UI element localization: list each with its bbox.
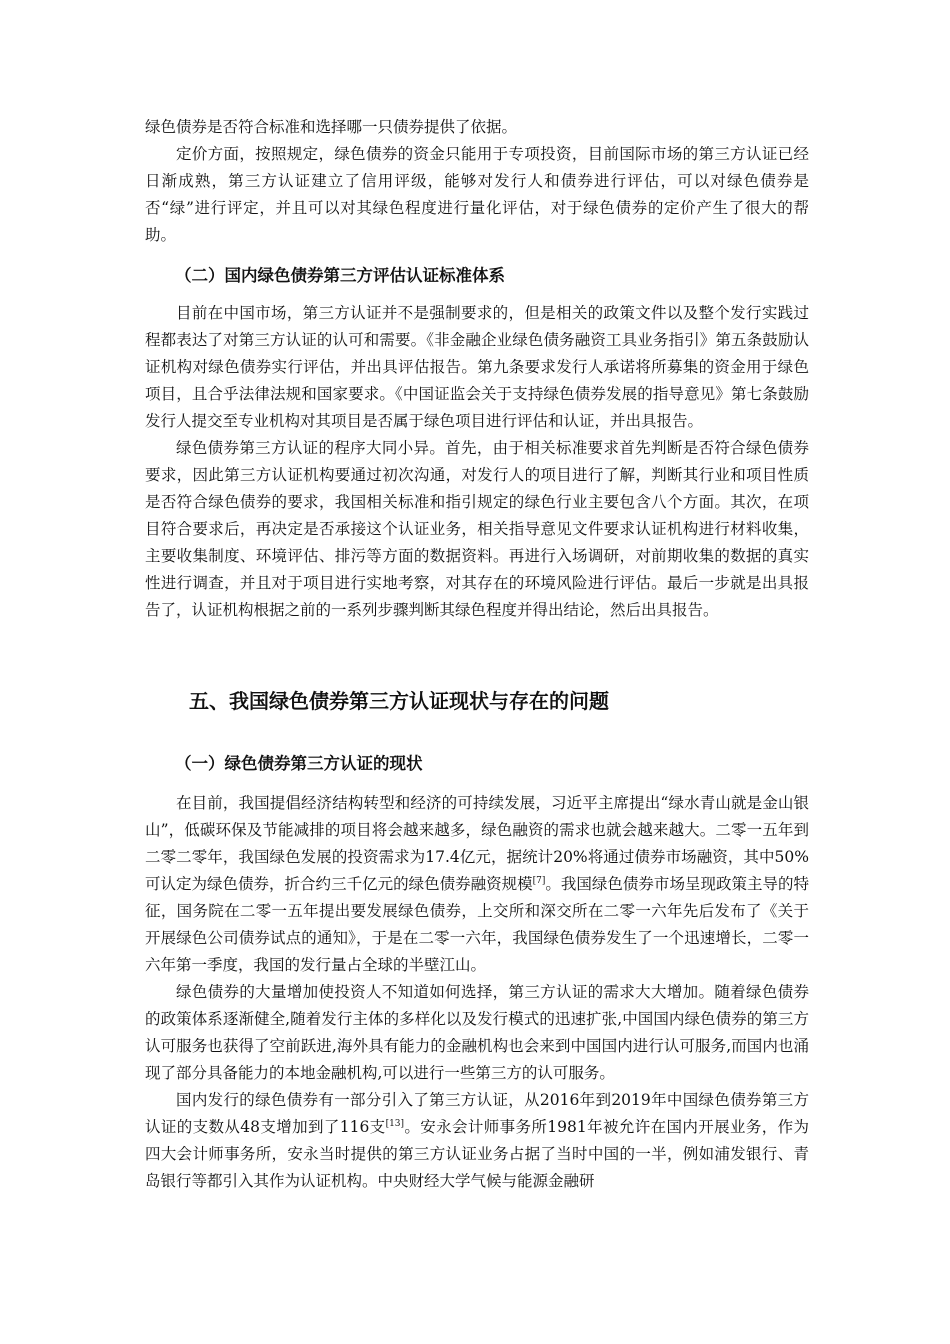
paragraph-market-demand-text-a: 在目前，我国提倡经济结构转型和经济的可持续发展，习近平主席提出“绿水青山就是金山银山”，低碳环保及节能减排的项目将会越来越多，绿色融资的需求也就会越来越大。二零一五年到二零二零年，我国绿色发展的投资需求为17.4亿元，据统计20%将通过债券市场融资，其中50%可认定为绿色债券，折合约三千亿元的绿色债券融资规模 xyxy=(145,794,809,893)
citation-ref-13: [13] xyxy=(385,1118,405,1129)
subsection-2-title-block xyxy=(145,262,809,289)
citation-ref-7: [7] xyxy=(532,875,546,886)
paragraph-certification-count-text-a: 国内发行的绿色债券有一部分引入了第三方认证，从2016年到2019年中国绿色债券第三方认证的支数从48支增加到了116支 xyxy=(145,1091,809,1136)
paragraph-policy-documents: 目前在中国市场，第三方认证并不是强制要求的，但是相关的政策文件以及整个发行实践过程都表达了对第三方认证的认可和需要。《非金融企业绿色债务融资工具业务指引》第五条鼓励认证机构对绿色债券实行评估，并出具评估报告。第九条要求发行人承诺将所募集的资金用于绿色项目，且合乎法律法规和国家要求。《中国证监会关于支持绿色债券发展的指导意见》第七条鼓励发行人提交至专业机构对其项目是否属于绿色项目进行评估和认证，并出具报告。 xyxy=(145,304,809,430)
paragraph-service-growth: 绿色债券的大量增加使投资人不知道如何选择，第三方认证的需求大大增加。随着绿色债券的政策体系逐渐健全,随着发行主体的多样化以及发行模式的迅速扩张,中国国内绿色债券的第三方认可服务也获得了空前跃进,海外具有能力的金融机构也会来到中国国内进行认可服务,而国内也涌现了部分具备能力的本地金融机构,可以进行一些第三方的认可服务。 xyxy=(145,983,809,1082)
subsection-1-title-block xyxy=(145,750,809,777)
paragraph-pricing: 定价方面，按照规定，绿色债券的资金只能用于专项投资，目前国际市场的第三方认证已经日渐成熟，第三方认证建立了信用评级，能够对发行人和债券进行评估，可以对绿色债券是否“绿”进行评定，并且可以对其绿色程度进行量化评估，对于绿色债券的定价产生了很大的帮助。 xyxy=(145,145,809,244)
section-4-continued xyxy=(145,114,809,249)
section-5-title-block xyxy=(145,686,809,716)
subsection-title-current-status: （一）绿色债券第三方认证的现状 xyxy=(175,754,423,773)
paragraph-market-demand xyxy=(145,790,809,979)
paragraph-market-demand-text-b: 。我国绿色债券市场呈现政策主导的特征，国务院在二零一五年提出要发展绿色债券，上交所和深交所在二零一六年先后发布了《关于开展绿色公司债券试点的通知》，于是在二零一六年，我国绿色债券发生了一个迅速增长，二零一六年第一季度，我国的发行量占全球的半壁江山。 xyxy=(145,875,809,974)
subsection-1-body xyxy=(145,790,809,1195)
paragraph-basis: 绿色债券是否符合标准和选择哪一只债券提供了依据。 xyxy=(145,118,518,136)
paragraph-certification-procedure: 绿色债券第三方认证的程序大同小异。首先，由于相关标准要求首先判断是否符合绿色债券要求，因此第三方认证机构要通过初次沟通，对发行人的项目进行了解，判断其行业和项目性质是否符合绿色债券的要求，我国相关标准和指引规定的绿色行业主要包含八个方面。其次，在项目符合要求后，再决定是否承接这个认证业务，相关指导意见文件要求认证机构进行材料收集，主要收集制度、环境评估、排污等方面的数据资料。再进行入场调研，对前期收集的数据的真实性进行调查，并且对于项目进行实地考察，对其存在的环境风险进行评估。最后一步就是出具报告了，认证机构根据之前的一系列步骤判断其绿色程度并得出结论，然后出具报告。 xyxy=(145,439,809,619)
subsection-2-body xyxy=(145,300,809,624)
section-title-current-status-problems: 五、我国绿色债券第三方认证现状与存在的问题 xyxy=(189,689,609,713)
paragraph-certification-count-text-b: 。安永会计师事务所1981年被允许在国内开展业务，作为四大会计师事务所，安永当时提供的第三方认证业务占据了当时中国的一半，例如浦发银行、青岛银行等都引入其作为认证机构。中央财经大学气候与能源金融研 xyxy=(145,1118,809,1190)
paragraph-certification-count xyxy=(145,1087,809,1195)
subsection-title-domestic-standards: （二）国内绿色债券第三方评估认证标准体系 xyxy=(175,266,505,285)
